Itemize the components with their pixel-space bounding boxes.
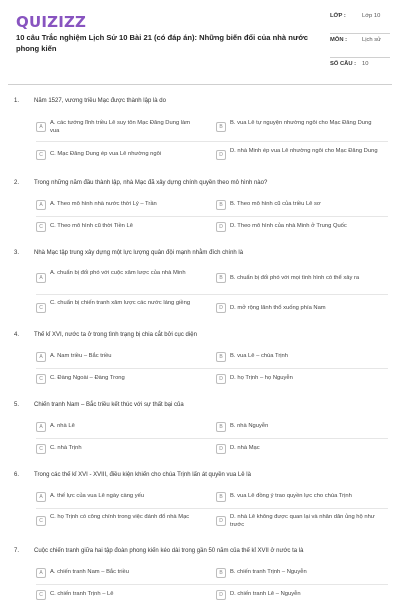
option-letter: D (216, 222, 226, 232)
option-text: C. chuẩn bị chiến tranh xâm lược các nước láng giềng (50, 300, 191, 306)
option-letter: D (216, 516, 226, 526)
meta-value: Lớp 10 (362, 13, 381, 19)
option-divider (36, 294, 388, 295)
meta-box (330, 10, 390, 82)
option-text: A. chiến tranh Nam – Bắc triều (50, 569, 129, 575)
option-letter: A (36, 422, 46, 432)
meta-label: MÔN : (330, 37, 348, 43)
question-text: Chiến tranh Nam – Bắc triều kết thúc với sự thất bại của (34, 402, 184, 408)
meta-value: 10 (362, 61, 369, 67)
question-text: Trong các thế kỉ XVI - XVIII, điều kiện khiến cho chúa Trịnh lấn át quyền vua Lê là (34, 472, 251, 478)
option-letter: B (216, 422, 226, 432)
option-letter: A (36, 273, 46, 283)
quizizz-logo: QUIZIZZ (16, 13, 87, 31)
option-letter: C (36, 222, 46, 232)
option-text: C. Đàng Ngoài – Đàng Trong (50, 375, 125, 381)
option-b[interactable] (216, 348, 394, 368)
option-letter: D (216, 303, 226, 313)
option-b[interactable] (216, 118, 394, 138)
option-letter: D (216, 590, 226, 600)
meta-row-subject (330, 34, 390, 58)
option-d[interactable] (216, 586, 394, 600)
question-text: Năm 1527, vương triều Mạc được thành lập là do (34, 98, 166, 104)
option-c[interactable] (36, 146, 214, 166)
option-divider (36, 216, 388, 217)
option-letter: C (36, 303, 46, 313)
option-text: D. nhà Minh ép vua Lê nhường ngôi cho Mạc Đăng Dung (230, 148, 378, 154)
option-letter: B (216, 273, 226, 283)
meta-label: LỚP : (330, 13, 346, 19)
option-c[interactable] (36, 298, 214, 318)
question-number: 2. (14, 180, 20, 186)
option-text: D. họ Trịnh – họ Nguyễn (230, 375, 293, 381)
option-text: B. nhà Nguyễn (230, 423, 269, 429)
question-text: Thế kỉ XVI, nước ta ở trong tình trạng bị chia cắt bởi cục diện (34, 332, 197, 338)
option-letter: D (216, 374, 226, 384)
question-text: Cuộc chiến tranh giữa hai tập đoàn phong kiến kéo dài trong gần 50 năm của thế kỉ XVII ở nước ta là (34, 548, 304, 554)
question-number: 5. (14, 402, 20, 408)
option-letter: B (216, 200, 226, 210)
option-text: A. chuẩn bị đối phó với cuộc xâm lược của nhà Minh (50, 270, 186, 276)
option-text: A. Theo mô hình nhà nước thời Lý – Trần (50, 201, 157, 207)
option-a[interactable] (36, 118, 214, 138)
option-text: A. thế lực của vua Lê ngày càng yếu (50, 493, 145, 499)
option-d[interactable] (216, 512, 394, 532)
option-letter: A (36, 122, 46, 132)
option-d[interactable] (216, 218, 394, 238)
option-letter: B (216, 352, 226, 362)
option-text: A. nhà Lê (50, 423, 75, 429)
worksheet-header (0, 0, 400, 84)
option-d[interactable] (216, 370, 394, 390)
option-text: A. Nam triều – Bắc triều (50, 353, 112, 359)
option-text: B. chuẩn bị đối phó với mọi tình hình có thể xảy ra (230, 275, 360, 281)
option-letter: C (36, 516, 46, 526)
option-text: B. vua Lê – chúa Trịnh (230, 353, 289, 359)
question-number: 4. (14, 332, 20, 338)
option-text: C. Mạc Đăng Dung ép vua Lê nhường ngôi (50, 151, 162, 157)
option-divider (36, 438, 388, 439)
option-letter: A (36, 568, 46, 578)
meta-value: Lịch sử (362, 37, 382, 43)
question-text: Nhà Mạc tập trung xây dựng một lực lượng quân đội mạnh nhằm đích chính là (34, 250, 244, 256)
option-b[interactable] (216, 418, 394, 438)
header-divider (8, 84, 392, 85)
option-b[interactable] (216, 488, 394, 508)
option-c[interactable] (36, 512, 214, 532)
option-a[interactable] (36, 564, 214, 584)
option-text: C. Theo mô hình cũ thời Tiền Lê (50, 223, 133, 229)
option-letter: D (216, 444, 226, 454)
option-letter: A (36, 352, 46, 362)
option-text: B. Theo mô hình cũ của triều Lê sơ (230, 201, 321, 207)
option-c[interactable] (36, 440, 214, 460)
option-letter: B (216, 492, 226, 502)
option-divider (36, 141, 388, 142)
question-number: 3. (14, 250, 20, 256)
meta-row-count (330, 58, 390, 82)
option-text: D. chiến tranh Lê – Nguyễn (230, 591, 301, 597)
option-text: D. Theo mô hình của nhà Minh ở Trung Quốc (230, 223, 347, 229)
option-letter: D (216, 150, 226, 160)
option-b[interactable] (216, 564, 394, 584)
option-d[interactable] (216, 298, 394, 318)
option-a[interactable] (36, 348, 214, 368)
option-text: C. nhà Trịnh (50, 445, 82, 451)
option-letter: B (216, 122, 226, 132)
question-number: 6. (14, 472, 20, 478)
option-b[interactable] (216, 196, 394, 216)
question-number: 1. (14, 98, 20, 104)
option-text: D. nhà Mạc (230, 445, 260, 451)
option-text: A. các tướng lĩnh triều Lê suy tôn Mạc Đăng Dung làm vua (50, 120, 191, 134)
option-text: B. chiến tranh Trịnh – Nguyễn (230, 569, 307, 575)
option-text: D. nhà Lê không được quan lại và nhân dân ủng hộ như trước (230, 514, 375, 528)
option-c[interactable] (36, 218, 214, 238)
option-a[interactable] (36, 418, 214, 438)
worksheet-title: 10 câu Trắc nghiệm Lịch Sử 10 Bài 21 (có đáp án): Những biến đổi của nhà nước phong kiến (16, 33, 308, 53)
option-c[interactable] (36, 586, 214, 600)
option-text: D. mở rộng lãnh thổ xuống phía Nam (230, 305, 326, 311)
option-a[interactable] (36, 196, 214, 216)
option-letter: B (216, 568, 226, 578)
option-divider (36, 368, 388, 369)
option-letter: C (36, 444, 46, 454)
option-d[interactable] (216, 440, 394, 460)
option-letter: A (36, 200, 46, 210)
meta-row-grade (330, 10, 390, 34)
question-number: 7. (14, 548, 20, 554)
option-a[interactable] (36, 488, 214, 508)
option-letter: C (36, 150, 46, 160)
option-d[interactable] (216, 146, 394, 166)
option-c[interactable] (36, 370, 214, 390)
option-letter: C (36, 374, 46, 384)
option-divider (36, 584, 388, 585)
option-divider (36, 508, 388, 509)
option-text: C. chiến tranh Trịnh – Lê (50, 591, 114, 597)
option-letter: A (36, 492, 46, 502)
option-a[interactable] (36, 268, 214, 288)
option-text: B. vua Lê tự nguyện nhường ngôi cho Mạc Đăng Dung (230, 120, 372, 126)
question-text: Trong những năm đầu thành lập, nhà Mạc đã xây dựng chính quyền theo mô hình nào? (34, 180, 268, 186)
meta-label: SỐ CÂU : (330, 61, 357, 67)
option-text: C. họ Trịnh có công chính trong việc đánh đổ nhà Mạc (50, 514, 190, 520)
option-b[interactable] (216, 268, 394, 288)
option-text: B. vua Lê đồng ý trao quyền lực cho chúa Trịnh (230, 493, 352, 499)
option-letter: C (36, 590, 46, 600)
